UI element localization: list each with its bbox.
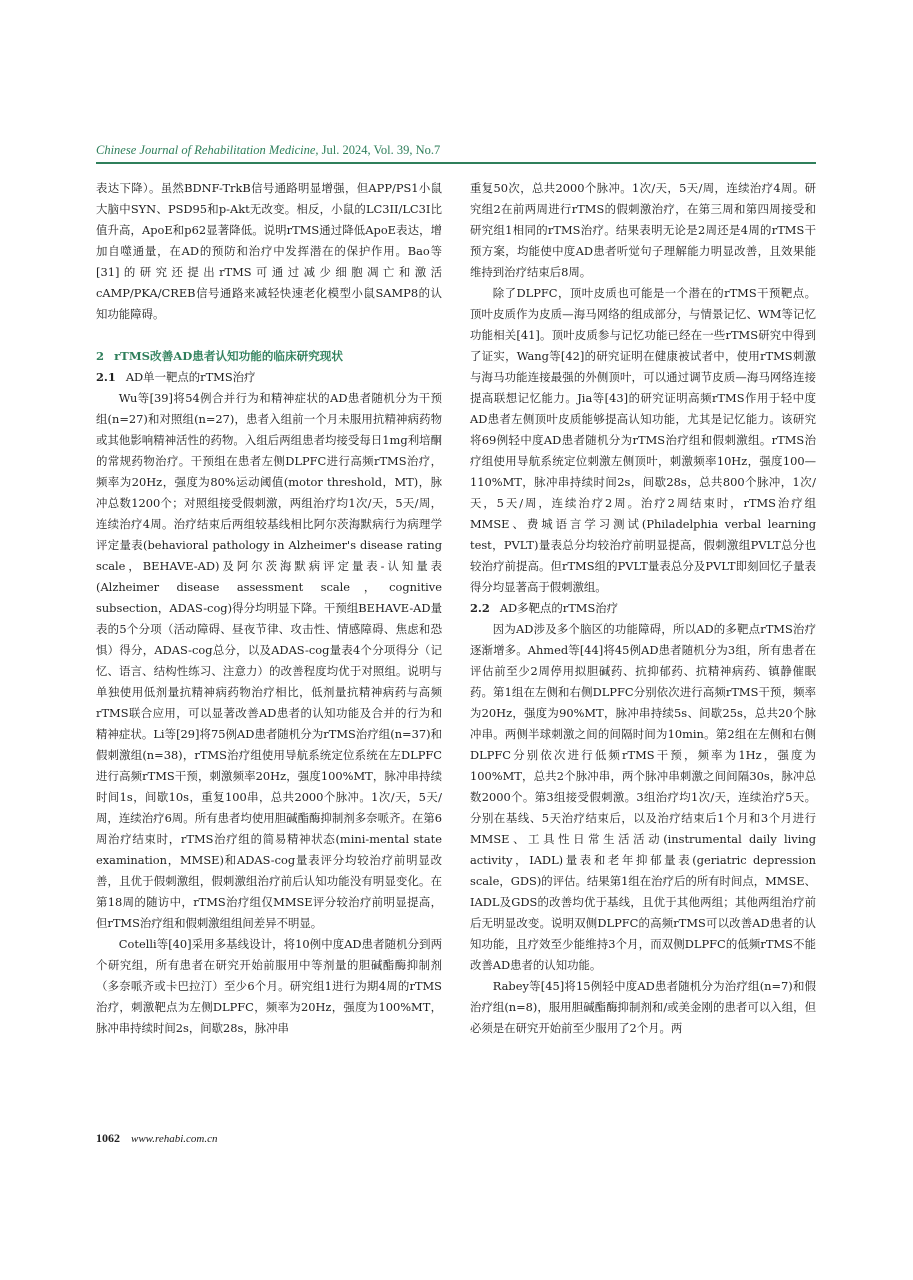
page-footer: [96, 1131, 217, 1146]
subsection-title: AD单一靶点的rTMS治疗: [125, 370, 256, 384]
page-number: 1062: [96, 1131, 120, 1145]
section-title: rTMS改善AD患者认知功能的临床研究现状: [114, 349, 343, 363]
issue-info: Jul. 2024, Vol. 39, No.7: [321, 143, 441, 157]
header-divider: [96, 162, 816, 164]
right-column: [470, 178, 816, 1039]
section-heading: [96, 346, 442, 367]
subsection-number: 2.2: [470, 601, 490, 615]
subsection-number: 2.1: [96, 370, 116, 384]
footer-url: www.rehabi.com.cn: [131, 1133, 218, 1145]
paragraph: 因为AD涉及多个脑区的功能障碍，所以AD的多靶点rTMS治疗逐渐增多。Ahmed等[44]将45例AD患者随机分为3组，所有患者在评估前至少2周停用拟胆碱药、抗抑郁药、抗精神病药、镇静催眠药。第1组在左侧和右侧DLPFC分别依次进行高频rTMS干预，频率为20Hz，强度为90%MT，脉冲串持续5s、间歇25s，总共20个脉冲串。两侧半球刺激之间的间隔时间为10min。第2组在左侧和右侧DLPFC分别依次进行低频rTMS干预，频率为1Hz，强度为100%MT，总共2个脉冲串，两个脉冲串刺激之间间隔30s，脉冲总数2000个。第3组接受假刺激。3组治疗均1次/天，连续治疗5天。分别在基线、5天治疗结束后，以及治疗结束后1个月和3个月进行MMSE、工具性日常生活活动(instrumental daily living activity，IADL)量表和老年抑郁量表(geriatric depression scale，GDS)的评估。结果第1组在治疗后的所有时间点，MMSE、IADL及GDS的改善均优于基线，且优于其他两组；其他两组治疗前后无明显改变。说明双侧DLPFC的高频rTMS可以改善AD患者的认知功能，且疗效至少能维持3个月，而双侧DLPFC的低频rTMS不能改善AD患者的认知功能。: [470, 622, 816, 972]
journal-name: Chinese Journal of Rehabilitation Medicine,: [96, 143, 319, 157]
paragraph: 表达下降）。虽然BDNF-TrkB信号通路明显增强，但APP/PS1小鼠大脑中SYN、PSD95和p-Akt无改变。相反，小鼠的LC3II/LC3I比值升高，ApoE和p62显著降低。说明rTMS通过降低ApoE表达，增加自噬通量，在AD的预防和治疗中发挥潜在的保护作用。Bao等[31]的研究还提出rTMS可通过减少细胞凋亡和激活cAMP/PKA/CREB信号通路来减轻快速老化模型小鼠SAMP8的认知功能障碍。: [96, 181, 442, 321]
section-number: 2: [96, 349, 105, 363]
subsection-title: AD多靶点的rTMS治疗: [499, 601, 619, 615]
paragraph: Cotelli等[40]采用多基线设计，将10例中度AD患者随机分到两个研究组，所有患者在研究开始前服用中等剂量的胆碱酯酶抑制剂（多奈哌齐或卡巴拉汀）至少6个月。研究组1进行为期4周的rTMS治疗，刺激靶点为左侧DLPFC，频率为20Hz，强度为100%MT，脉冲串持续时间2s，间歇28s，脉冲串: [96, 937, 442, 1035]
subsection-heading: [470, 598, 816, 619]
paragraph: Rabey等[45]将15例轻中度AD患者随机分为治疗组(n=7)和假治疗组(n=8)，服用胆碱酯酶抑制剂和/或美金刚的患者可以入组，但必须是在研究开始前至少服用了2个月。两: [470, 979, 816, 1035]
paragraph: 除了DLPFC，顶叶皮质也可能是一个潜在的rTMS干预靶点。顶叶皮质作为皮质—海马网络的组成部分，与情景记忆、WM等记忆功能相关[41]。顶叶皮质参与记忆功能已经在一些rTMS研究中得到了证实，Wang等[42]的研究证明在健康被试者中，使用rTMS刺激与海马功能连接最强的外侧顶叶，可以通过调节皮质—海马网络连接提高联想记忆能力。Jia等[43]的研究证明高频rTMS作用于轻中度AD患者左侧顶叶皮质能够提高认知功能，尤其是记忆能力。该研究将69例轻中度AD患者随机分为rTMS治疗组和假刺激组。rTMS治疗组使用导航系统定位刺激左侧顶叶，刺激频率10Hz，强度100—110%MT，脉冲串持续时间2s，间歇28s，总共800个脉冲，1次/天，5天/周，连续治疗2周。治疗2周结束时，rTMS治疗组MMSE、费城语言学习测试(Philadelphia verbal learning test，PVLT)量表总分均较治疗前明显提高，假刺激组PVLT总分也较治疗前提高。但rTMS组的PVLT量表总分及PVLT即刻回忆子量表得分均显著高于假刺激组。: [470, 286, 816, 594]
paragraph: 重复50次，总共2000个脉冲。1次/天，5天/周，连续治疗4周。研究组2在前两周进行rTMS的假刺激治疗，在第三周和第四周接受和研究组1相同的rTMS治疗。结果表明无论是2周还是4周的rTMS干预方案，均能使中度AD患者听觉句子理解能力明显改善，且效果能维持到治疗结束后8周。: [470, 181, 816, 279]
paragraph: Wu等[39]将54例合并行为和精神症状的AD患者随机分为干预组(n=27)和对照组(n=27)，患者入组前一个月未服用抗精神病药物或其他影响精神活性的药物。入组后两组患者均接受每日1mg利培酮的常规药物治疗。干预组在患者左侧DLPFC进行高频rTMS治疗，频率为20Hz，强度为80%运动阈值(motor threshold，MT)，脉冲总数1200个；对照组接受假刺激，两组治疗均1次/天，5天/周，连续治疗4周。治疗结束后两组较基线相比阿尔茨海默病行为病理学评定量表(behavioral pathology in Alzheimer's disease rating scale，BEHAVE-AD)及阿尔茨海默病评定量表-认知量表(Alzheimer disease assessment scale，cognitive subsection，ADAS-cog)得分均明显下降。干预组BEHAVE-AD量表的5个分项（活动障碍、昼夜节律、攻击性、情感障碍、焦虑和恐惧）得分，ADAS-cog总分，以及ADAS-cog量表4个分项得分（记忆、语言、结构性练习、注意力）的改善程度均优于对照组。说明与单独使用低剂量抗精神病药物治疗相比，低剂量抗精神病药与高频rTMS联合应用，可以显著改善AD患者的认知功能及合并的行为和精神症状。Li等[29]将75例AD患者随机分为rTMS治疗组(n=37)和假刺激组(n=38)，rTMS治疗组使用导航系统定位系统在左DLPFC进行高频rTMS干预，刺激频率20Hz，强度100%MT，脉冲串持续时间1s，间歇10s，重复100串，总共2000个脉冲。1次/天，5天/周，连续治疗6周。所有患者均使用胆碱酯酶抑制剂多奈哌齐。在第6周治疗结束时，rTMS治疗组的简易精神状态(mini-mental state examination，MMSE)和ADAS-cog量表评分均较治疗前明显改善，且优于假刺激组，假刺激组治疗前后认知功能没有明显变化。在第18周的随访中，rTMS治疗组仅MMSE评分较治疗前明显提高，但rTMS治疗组和假刺激组组间差异不明显。: [96, 391, 442, 930]
running-header: [96, 143, 814, 158]
subsection-heading: [96, 367, 442, 388]
left-column: [96, 178, 442, 1039]
